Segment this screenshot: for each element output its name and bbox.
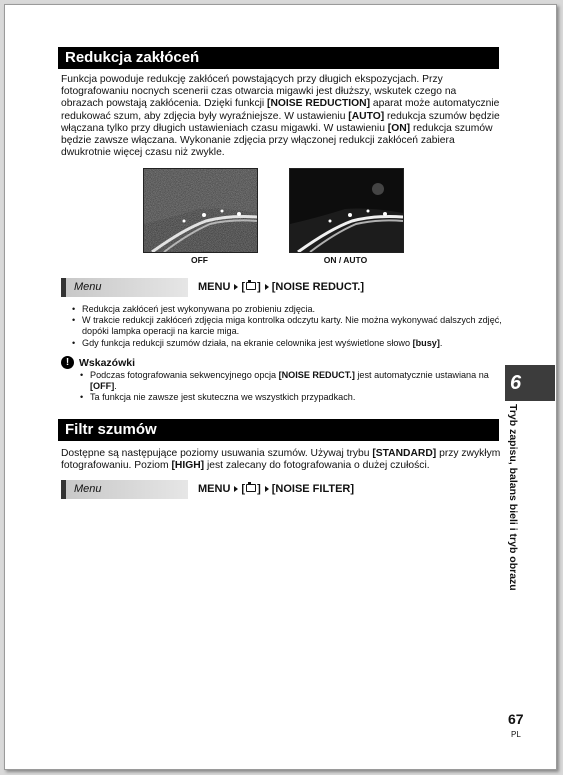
bold-term: [AUTO]: [348, 110, 385, 122]
photo-caption-on-auto: ON / AUTO: [323, 255, 368, 265]
photo-caption-off: OFF: [191, 255, 208, 265]
section-title-noise-reduction: Redukcja zakłóceń: [58, 47, 499, 69]
tips-heading: [61, 356, 135, 370]
noise-reduction-notes: [72, 304, 502, 349]
section-title-noise-filter: Filtr szumów: [58, 419, 499, 441]
page-language: PL: [511, 730, 521, 739]
camera-icon: [246, 484, 256, 492]
tips-title: Wskazówki: [79, 357, 136, 369]
menu-keyword: MENU: [198, 281, 231, 293]
chapter-title-vertical: [503, 404, 519, 599]
bold-term: [busy]: [412, 337, 440, 348]
chapter-tab: 6: [505, 365, 555, 401]
photo-noise-on: [289, 168, 404, 253]
menu-row-noise-reduction: [61, 278, 501, 297]
bold-term: [NOISE REDUCT.]: [278, 370, 355, 380]
bold-term: [ON]: [387, 122, 411, 134]
exclamation-icon: !: [61, 356, 74, 369]
menu-row-noise-filter: [61, 480, 501, 499]
menu-path: MENU [ ] [NOISE REDUCT.]: [198, 281, 365, 293]
arrow-right-icon: [265, 284, 269, 290]
list-item: • Gdy funkcja redukcji szumów działa, na ekranie celownika jest wyświetlone słowo [busy].: [72, 338, 502, 349]
arrow-right-icon: [234, 284, 238, 290]
menu-label: Menu: [61, 278, 188, 297]
bold-term: [OFF]: [90, 381, 115, 392]
chapter-title: Tryb zapisu, balans bieli i tryb obrazu: [507, 404, 519, 591]
arrow-right-icon: [234, 486, 238, 492]
tips-list: [80, 370, 500, 404]
noise-filter-paragraph: Dostępne są następujące poziomy usuwania szumów. Używaj trybu [STANDARD] przy zwykłym fotografowaniu. Poziom [HIGH] jest zalecany do fotografowania o dużej czułości.: [61, 448, 501, 472]
bold-term: [NOISE REDUCTION]: [267, 98, 371, 110]
menu-item: [NOISE REDUCT.]: [271, 281, 365, 293]
menu-keyword: MENU: [198, 483, 231, 495]
list-item: • Ta funkcja nie zawsze jest skuteczna we wszystkich przypadkach.: [80, 392, 500, 403]
camera-icon: [246, 282, 256, 290]
menu-label: Menu: [61, 480, 188, 499]
page-number: 67: [508, 711, 524, 727]
bold-term: [HIGH]: [171, 460, 205, 472]
list-item: • Redukcja zakłóceń jest wykonywana po zrobieniu zdjęcia.: [72, 304, 502, 315]
list-item: • W trakcie redukcji zakłóceń zdjęcia miga kontrolka odczytu karty. Nie można wykonywać dalszych zdjęć, dopóki lampka operacji na karcie miga.: [72, 315, 502, 337]
noise-reduction-paragraph: Funkcja powoduje redukcję zakłóceń powstających przy długich ekspozycjach. Przy fotografowaniu nocnych scenerii czas otwarcia migawki jest dłuższy, wskutek czego na obrazach powstają zakłócenia. Dzięki funkcji [NOISE REDUCTION] aparat może automatycznie redukować szum, aby zdjęcia były wyraźniejsze. W ustawieniu [AUTO] redukcja szumów będzie włączana tylko przy długich ustawieniach czasu migawki. W ustawieniu [ON] redukcja szumów będzie zawsze włączana. Wykonanie zdjęcia przy włączonej redukcji zakłóceń zabiera dwukrotnie więcej czasu niż zwykle.: [61, 74, 500, 159]
arrow-right-icon: [265, 486, 269, 492]
menu-item: [NOISE FILTER]: [271, 483, 355, 495]
menu-path: MENU [ ] [NOISE FILTER]: [198, 483, 355, 495]
bold-term: [STANDARD]: [372, 448, 437, 459]
list-item: • Podczas fotografowania sekwencyjnego opcja [NOISE REDUCT.] jest automatycznie ustawiana na [OFF].: [80, 370, 500, 392]
photo-noise-off: [143, 168, 258, 253]
